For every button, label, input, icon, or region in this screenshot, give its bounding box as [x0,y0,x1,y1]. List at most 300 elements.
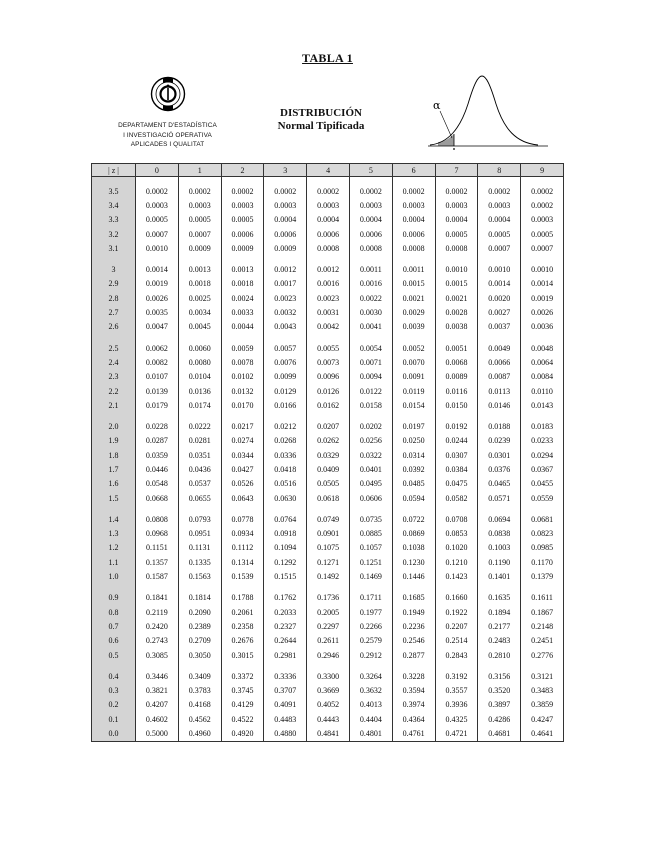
z-value-cell: 2.4 [92,355,136,369]
header-digit: 0 [136,164,179,177]
probability-cell: 0.0027 [478,305,521,319]
probability-cell: 0.5000 [136,726,179,741]
group-separator [92,584,564,591]
table-row [92,669,564,683]
probability-cell: 0.0006 [349,227,392,241]
probability-cell: 0.0495 [349,477,392,491]
table-row [92,541,564,555]
z-value-cell: 1.0 [92,569,136,583]
probability-cell: 0.0002 [307,184,350,198]
probability-cell: 0.0024 [221,291,264,305]
probability-cell: 0.1292 [264,555,307,569]
probability-cell: 0.0516 [264,477,307,491]
probability-cell: 0.0344 [221,448,264,462]
probability-cell: 0.3228 [392,669,435,683]
z-value-cell: 3.1 [92,241,136,255]
probability-cell: 0.0401 [349,462,392,476]
probability-cell: 0.0158 [349,398,392,412]
z-value-cell: 0.7 [92,619,136,633]
probability-cell: 0.4522 [221,712,264,726]
probability-cell: 0.0359 [136,448,179,462]
probability-cell: 0.0012 [307,262,350,276]
probability-cell: 0.0002 [478,184,521,198]
probability-cell: 0.3632 [349,684,392,698]
probability-cell: 0.0985 [521,541,564,555]
probability-cell: 0.2090 [178,605,221,619]
probability-cell: 0.4247 [521,712,564,726]
probability-cell: 0.4091 [264,698,307,712]
probability-cell: 0.1190 [478,555,521,569]
probability-cell: 0.1894 [478,605,521,619]
probability-cell: 0.0681 [521,512,564,526]
table-row [92,398,564,412]
z-value-cell: 2.7 [92,305,136,319]
table-row [92,527,564,541]
probability-cell: 0.0068 [435,355,478,369]
probability-cell: 0.2207 [435,619,478,633]
probability-cell: 0.0030 [349,305,392,319]
probability-cell: 0.1003 [478,541,521,555]
probability-cell: 0.2579 [349,634,392,648]
probability-cell: 0.0869 [392,527,435,541]
probability-cell: 0.2297 [307,619,350,633]
probability-cell: 0.0885 [349,527,392,541]
probability-cell: 0.3156 [478,669,521,683]
probability-cell: 0.1057 [349,541,392,555]
table-row [92,569,564,583]
probability-cell: 0.0003 [136,198,179,212]
probability-cell: 0.0034 [178,305,221,319]
table-row [92,512,564,526]
z-value-cell: 2.8 [92,291,136,305]
probability-cell: 0.2514 [435,634,478,648]
probability-cell: 0.1112 [221,541,264,555]
probability-cell: 0.1401 [478,569,521,583]
probability-cell: 0.4404 [349,712,392,726]
group-separator [92,412,564,419]
probability-cell: 0.0274 [221,434,264,448]
probability-cell: 0.0019 [521,291,564,305]
probability-cell: 0.0018 [221,277,264,291]
probability-cell: 0.0281 [178,434,221,448]
probability-cell: 0.0045 [178,320,221,334]
probability-cell: 0.1038 [392,541,435,555]
table-row [92,384,564,398]
probability-cell: 0.0066 [478,355,521,369]
probability-cell: 0.0505 [307,477,350,491]
table-row [92,619,564,633]
probability-cell: 0.1379 [521,569,564,583]
probability-cell: 0.3783 [178,684,221,698]
probability-cell: 0.3409 [178,669,221,683]
probability-cell: 0.4960 [178,726,221,741]
probability-cell: 0.0548 [136,477,179,491]
table-row [92,320,564,334]
probability-cell: 0.0091 [392,370,435,384]
probability-cell: 0.3050 [178,648,221,662]
probability-cell: 0.2810 [478,648,521,662]
probability-cell: 0.0475 [435,477,478,491]
group-separator [92,662,564,669]
probability-cell: 0.0013 [221,262,264,276]
probability-cell: 0.0749 [307,512,350,526]
probability-cell: 0.0099 [264,370,307,384]
probability-cell: 0.0004 [392,213,435,227]
probability-cell: 0.0026 [521,305,564,319]
probability-cell: 0.2327 [264,619,307,633]
probability-cell: 0.0049 [478,341,521,355]
probability-cell: 0.0005 [478,227,521,241]
probability-cell: 0.0823 [521,527,564,541]
probability-cell: 0.1922 [435,605,478,619]
probability-cell: 0.0336 [264,448,307,462]
probability-cell: 0.1841 [136,591,179,605]
probability-cell: 0.0485 [392,477,435,491]
probability-cell: 0.4681 [478,726,521,741]
probability-cell: 0.2005 [307,605,350,619]
probability-cell: 0.0110 [521,384,564,398]
probability-cell: 0.0003 [307,198,350,212]
header-digit: 1 [178,164,221,177]
group-separator [92,255,564,262]
probability-cell: 0.0197 [392,419,435,433]
department-name [100,121,235,150]
probability-cell: 0.0004 [264,213,307,227]
probability-cell: 0.2236 [392,619,435,633]
probability-cell: 0.0537 [178,477,221,491]
probability-cell: 0.0021 [392,291,435,305]
probability-cell: 0.3821 [136,684,179,698]
probability-cell: 0.0052 [392,341,435,355]
probability-cell: 0.3745 [221,684,264,698]
table-row [92,462,564,476]
z-value-cell: 2.3 [92,370,136,384]
probability-cell: 0.2709 [178,634,221,648]
probability-cell: 0.0035 [136,305,179,319]
probability-cell: 0.0708 [435,512,478,526]
probability-cell: 0.0029 [392,305,435,319]
probability-cell: 0.0294 [521,448,564,462]
probability-cell: 0.0019 [136,277,179,291]
probability-cell: 0.1151 [136,541,179,555]
probability-cell: 0.0010 [521,262,564,276]
probability-cell: 0.2033 [264,605,307,619]
probability-cell: 0.0007 [521,241,564,255]
probability-cell: 0.2611 [307,634,350,648]
probability-cell: 0.0003 [478,198,521,212]
table-row [92,227,564,241]
probability-cell: 0.0003 [349,198,392,212]
probability-cell: 0.0102 [221,370,264,384]
probability-cell: 0.1210 [435,555,478,569]
probability-cell: 0.0630 [264,491,307,505]
probability-cell: 0.0006 [392,227,435,241]
probability-cell: 0.1469 [349,569,392,583]
probability-cell: 0.0023 [264,291,307,305]
probability-cell: 0.3483 [521,684,564,698]
probability-cell: 0.0188 [478,419,521,433]
probability-cell: 0.0143 [521,398,564,412]
probability-cell: 0.1075 [307,541,350,555]
probability-cell: 0.0722 [392,512,435,526]
probability-cell: 0.0113 [478,384,521,398]
probability-cell: 0.3594 [392,684,435,698]
probability-cell: 0.1788 [221,591,264,605]
probability-cell: 0.0119 [392,384,435,398]
probability-cell: 0.0465 [478,477,521,491]
z-value-cell: 1.2 [92,541,136,555]
probability-cell: 0.0076 [264,355,307,369]
probability-cell: 0.1251 [349,555,392,569]
probability-cell: 0.0002 [349,184,392,198]
z-value-cell: 1.1 [92,555,136,569]
probability-cell: 0.0016 [307,277,350,291]
table-row [92,684,564,698]
probability-cell: 0.3936 [435,698,478,712]
probability-cell: 0.0008 [435,241,478,255]
probability-cell: 0.0244 [435,434,478,448]
header-digit: 7 [435,164,478,177]
probability-cell: 0.2148 [521,619,564,633]
header-digit: 8 [478,164,521,177]
header-row [92,164,564,177]
probability-cell: 0.0009 [264,241,307,255]
probability-cell: 0.0778 [221,512,264,526]
probability-cell: 0.0071 [349,355,392,369]
probability-cell: 0.0003 [521,213,564,227]
department-line: APLICADES I QUALITAT [130,141,205,148]
probability-cell: 0.0367 [521,462,564,476]
header-digit: 6 [392,164,435,177]
table-row [92,448,564,462]
probability-cell: 0.2420 [136,619,179,633]
probability-cell: 0.0014 [521,277,564,291]
probability-cell: 0.0007 [136,227,179,241]
probability-cell: 0.0018 [178,277,221,291]
probability-cell: 0.0006 [264,227,307,241]
probability-cell: 0.4168 [178,698,221,712]
probability-cell: 0.0618 [307,491,350,505]
probability-cell: 0.0104 [178,370,221,384]
probability-cell: 0.0015 [435,277,478,291]
probability-cell: 0.1635 [478,591,521,605]
probability-cell: 0.0011 [349,262,392,276]
header-digit: 2 [221,164,264,177]
probability-cell: 0.0064 [521,355,564,369]
probability-cell: 0.0853 [435,527,478,541]
probability-cell: 0.0005 [521,227,564,241]
department-line: DEPARTAMENT D'ESTADÍSTICA [118,122,217,129]
probability-cell: 0.2358 [221,619,264,633]
probability-cell: 0.3446 [136,669,179,683]
distribution-heading [262,107,380,133]
z-value-cell: 1.7 [92,462,136,476]
probability-cell: 0.0606 [349,491,392,505]
probability-cell: 0.0129 [264,384,307,398]
z-value-cell: 3.5 [92,184,136,198]
z-value-cell: 2.6 [92,320,136,334]
probability-cell: 0.3974 [392,698,435,712]
probability-cell: 0.1357 [136,555,179,569]
probability-cell: 0.3372 [221,669,264,683]
probability-cell: 0.0409 [307,462,350,476]
probability-cell: 0.0013 [178,262,221,276]
group-separator [92,177,564,185]
probability-cell: 0.2451 [521,634,564,648]
probability-cell: 0.3121 [521,669,564,683]
probability-cell: 0.0022 [349,291,392,305]
heading-line: Normal Tipificada [277,120,365,132]
probability-cell: 0.0207 [307,419,350,433]
probability-cell: 0.0559 [521,491,564,505]
probability-cell: 0.0031 [307,305,350,319]
probability-cell: 0.0028 [435,305,478,319]
probability-cell: 0.0003 [435,198,478,212]
probability-cell: 0.0008 [392,241,435,255]
normal-curve-icon [428,74,568,152]
probability-cell: 0.0392 [392,462,435,476]
probability-cell: 0.0122 [349,384,392,398]
table-row [92,491,564,505]
z-value-cell: 2.5 [92,341,136,355]
probability-cell: 0.0033 [221,305,264,319]
z-value-cell: 0.1 [92,712,136,726]
probability-cell: 0.2061 [221,605,264,619]
probability-cell: 0.2546 [392,634,435,648]
probability-cell: 0.2912 [349,648,392,662]
probability-cell: 0.1170 [521,555,564,569]
table-row [92,648,564,662]
table-row [92,277,564,291]
z-value-cell: 1.3 [92,527,136,541]
probability-cell: 0.0268 [264,434,307,448]
probability-cell: 0.1711 [349,591,392,605]
probability-cell: 0.0039 [392,320,435,334]
probability-cell: 0.0793 [178,512,221,526]
probability-cell: 0.0162 [307,398,350,412]
probability-cell: 0.0021 [435,291,478,305]
probability-cell: 0.0014 [136,262,179,276]
probability-cell: 0.0192 [435,419,478,433]
table-row [92,241,564,255]
probability-cell: 0.0594 [392,491,435,505]
probability-cell: 0.0014 [478,277,521,291]
probability-cell: 0.0228 [136,419,179,433]
table-row [92,184,564,198]
probability-cell: 0.0427 [221,462,264,476]
probability-cell: 0.1587 [136,569,179,583]
probability-cell: 0.0239 [478,434,521,448]
probability-cell: 0.0694 [478,512,521,526]
probability-cell: 0.0055 [307,341,350,355]
probability-cell: 0.0004 [478,213,521,227]
table-row [92,341,564,355]
probability-cell: 0.0384 [435,462,478,476]
probability-cell: 0.2119 [136,605,179,619]
probability-cell: 0.1020 [435,541,478,555]
probability-cell: 0.1762 [264,591,307,605]
probability-cell: 0.0150 [435,398,478,412]
probability-cell: 0.0015 [392,277,435,291]
z-value-cell: 1.8 [92,448,136,462]
probability-cell: 0.3859 [521,698,564,712]
probability-cell: 0.4801 [349,726,392,741]
probability-cell: 0.0351 [178,448,221,462]
heading-line: DISTRIBUCIÓN [280,107,362,119]
probability-cell: 0.0010 [136,241,179,255]
probability-cell: 0.0004 [435,213,478,227]
probability-cell: 0.0017 [264,277,307,291]
table-row [92,712,564,726]
probability-cell: 0.4602 [136,712,179,726]
probability-cell: 0.0004 [349,213,392,227]
probability-cell: 0.1131 [178,541,221,555]
probability-cell: 0.2877 [392,648,435,662]
group-separator [92,505,564,512]
probability-cell: 0.0002 [521,198,564,212]
probability-cell: 0.0016 [349,277,392,291]
table-row [92,305,564,319]
probability-cell: 0.0217 [221,419,264,433]
probability-cell: 0.3520 [478,684,521,698]
group-separator [92,334,564,341]
z-value-cell: 3.2 [92,227,136,241]
probability-cell: 0.0934 [221,527,264,541]
probability-cell: 0.4721 [435,726,478,741]
probability-cell: 0.0041 [349,320,392,334]
probability-cell: 0.0655 [178,491,221,505]
alpha-label: α [433,99,441,112]
probability-cell: 0.0136 [178,384,221,398]
probability-cell: 0.1814 [178,591,221,605]
probability-cell: 0.4483 [264,712,307,726]
probability-cell: 0.0526 [221,477,264,491]
probability-cell: 0.0002 [178,184,221,198]
probability-cell: 0.2389 [178,619,221,633]
probability-cell: 0.0301 [478,448,521,462]
probability-cell: 0.3707 [264,684,307,698]
probability-cell: 0.0073 [307,355,350,369]
probability-cell: 0.0096 [307,370,350,384]
probability-cell: 0.0735 [349,512,392,526]
probability-cell: 0.0808 [136,512,179,526]
probability-cell: 0.0003 [264,198,307,212]
probability-cell: 0.1685 [392,591,435,605]
probability-cell: 0.2946 [307,648,350,662]
probability-cell: 0.0010 [435,262,478,276]
probability-cell: 0.1539 [221,569,264,583]
probability-cell: 0.0183 [521,419,564,433]
probability-cell: 0.0026 [136,291,179,305]
probability-cell: 0.0003 [392,198,435,212]
probability-cell: 0.1423 [435,569,478,583]
probability-cell: 0.0233 [521,434,564,448]
probability-cell: 0.1611 [521,591,564,605]
probability-cell: 0.0084 [521,370,564,384]
probability-cell: 0.1949 [392,605,435,619]
probability-cell: 0.3085 [136,648,179,662]
probability-cell: 0.0838 [478,527,521,541]
probability-cell: 0.0107 [136,370,179,384]
probability-cell: 0.1515 [264,569,307,583]
department-line: I INVESTIGACIÓ OPERATIVA [123,131,212,139]
probability-cell: 0.0002 [264,184,307,198]
probability-cell: 0.0078 [221,355,264,369]
probability-cell: 0.0012 [264,262,307,276]
probability-cell: 0.1335 [178,555,221,569]
probability-cell: 0.0668 [136,491,179,505]
probability-cell: 0.1271 [307,555,350,569]
